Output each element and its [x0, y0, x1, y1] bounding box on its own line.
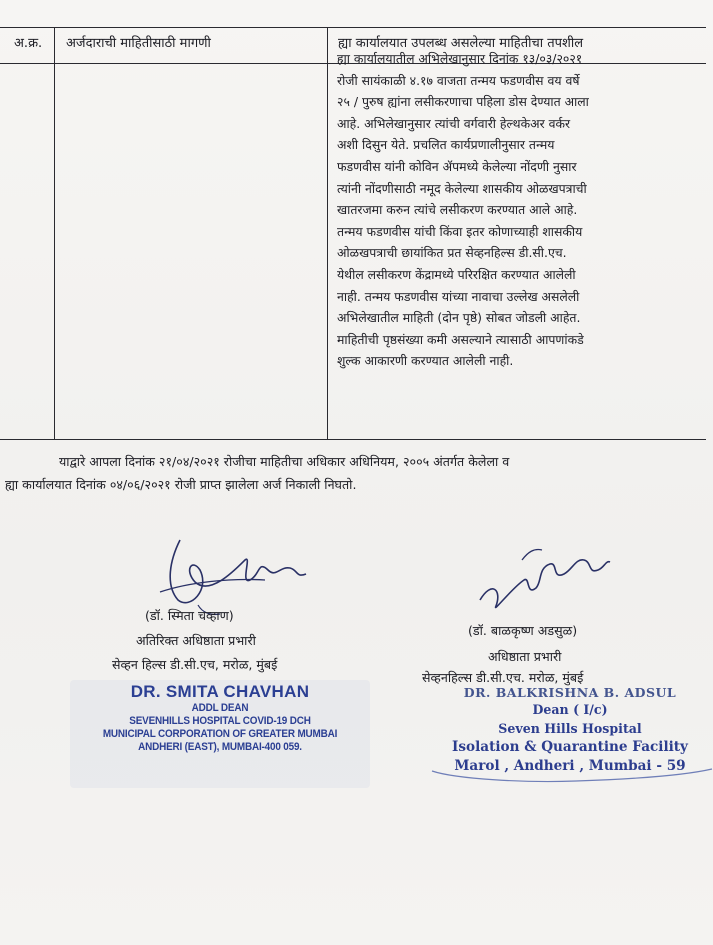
- detail-line: तन्मय फडणवीस यांची किंवा इतर कोणाच्याही शासकीय: [337, 223, 583, 239]
- detail-line: अभिलेखातील माहिती (दोन पृष्ठे) सोबत जोडली आहेत.: [337, 310, 581, 326]
- serial-header: अ.क्र.: [14, 36, 43, 51]
- detail-line: अशी दिसुन येते. प्रचलित कार्यप्रणालीनुसार तन्मय: [337, 137, 555, 153]
- left-official-stamp: [70, 680, 370, 788]
- handwritten-signature-icon: [472, 540, 612, 620]
- detail-line: ह्या कार्यालयातील अभिलेखानुसार दिनांक १३/०३/२०२१: [337, 51, 583, 66]
- right-signatory-office: सेव्हनहिल्स डी.सी.एच. मरोळ, मुंबई: [422, 670, 584, 685]
- stamp-border: [426, 675, 713, 785]
- available-info-header: ह्या कार्यालयात उपलब्ध असलेल्या माहितीचा तपशील: [338, 36, 584, 51]
- left-signatory-designation: अतिरिक्त अधिष्ठाता प्रभारी: [136, 633, 256, 648]
- column-divider: [327, 28, 328, 439]
- detail-line: खातरजमा करुन त्यांचे लसीकरण करण्यात आले आहे.: [337, 202, 578, 218]
- right-signature-block: [420, 540, 713, 790]
- request-header: अर्जदाराची माहितीसाठी मागणी: [66, 36, 211, 51]
- information-details: [337, 48, 693, 372]
- stamp-line: Marol , Andheri , Mumbai - 59: [454, 758, 686, 774]
- detail-line: फडणवीस यांनी कोविन ॲपमध्ये केलेल्या नोंदणी नुसार: [337, 158, 577, 174]
- stamp-line: Dean ( I/c): [532, 702, 608, 717]
- stamp-name: DR. SMITA CHAVHAN: [130, 682, 310, 701]
- detail-line: शुल्क आकारणी करण्यात आलेली नाही.: [337, 353, 514, 369]
- left-signature-block: [60, 530, 380, 800]
- detail-line: येथील लसीकरण केंद्रामध्ये परिरक्षित करण्यात आलेली: [337, 266, 576, 282]
- detail-line: ओळखपत्राची छायांकित प्रत सेव्हनहिल्स डी.सी.एच.: [337, 245, 567, 261]
- detail-line: रोजी सायंकाळी ४.१७ वाजता तन्मय फडणवीस वय वर्षे: [337, 72, 580, 88]
- left-signatory-name: (डॉ. स्मिता चव्हाण): [145, 608, 234, 623]
- stamp-line: ANDHERI (EAST), MUMBAI-400 059.: [138, 741, 302, 753]
- detail-line: त्यांनी नोंदणीसाठी नमूद केलेल्या शासकीय ओळखपत्राची: [337, 180, 587, 196]
- detail-line: आहे. अभिलेखानुसार त्यांची वर्गवारी हेल्थकेअर वर्कर: [337, 115, 571, 131]
- right-signatory-designation: अधिष्ठाता प्रभारी: [488, 649, 562, 664]
- right-signatory-name: (डॉ. बाळकृष्ण अडसुळ): [468, 623, 578, 638]
- closing-line: याद्वारे आपला दिनांक २१/०४/२०२१ रोजीचा माहितीचा अधिकार अधिनियम, २००५ अंतर्गत केलेला व: [59, 454, 510, 469]
- closing-paragraph: [5, 450, 705, 496]
- right-official-stamp: [426, 685, 713, 785]
- detail-line: माहितीची पृष्ठसंख्या कमी असल्याने त्यासाठी आपणांकडे: [337, 331, 584, 347]
- stamp-line: SEVENHILLS HOSPITAL COVID-19 DCH: [129, 715, 311, 727]
- stamp-line: Seven Hills Hospital: [498, 721, 642, 736]
- stamp-line: ADDL DEAN: [191, 702, 249, 714]
- closing-line: ह्या कार्यालयात दिनांक ०४/०६/२०२१ रोजी प्राप्त झालेला अर्ज निकाली निघतो.: [5, 477, 357, 492]
- column-divider: [54, 28, 55, 439]
- detail-line: २५ / पुरुष ह्यांना लसीकरणाचा पहिला डोस देण्यात आला: [337, 94, 589, 110]
- stamp-line: MUNICIPAL CORPORATION OF GREATER MUMBAI: [102, 728, 338, 740]
- stamp-name: DR. BALKRISHNA B. ADSUL: [463, 685, 677, 700]
- left-signatory-office: सेव्हन हिल्स डी.सी.एच, मरोळ, मुंबई: [112, 657, 278, 672]
- detail-line: नाही. तन्मय फडणवीस यांच्या नावाचा उल्लेख असलेली: [337, 288, 580, 304]
- stamp-line: Isolation & Quarantine Facility: [452, 739, 688, 755]
